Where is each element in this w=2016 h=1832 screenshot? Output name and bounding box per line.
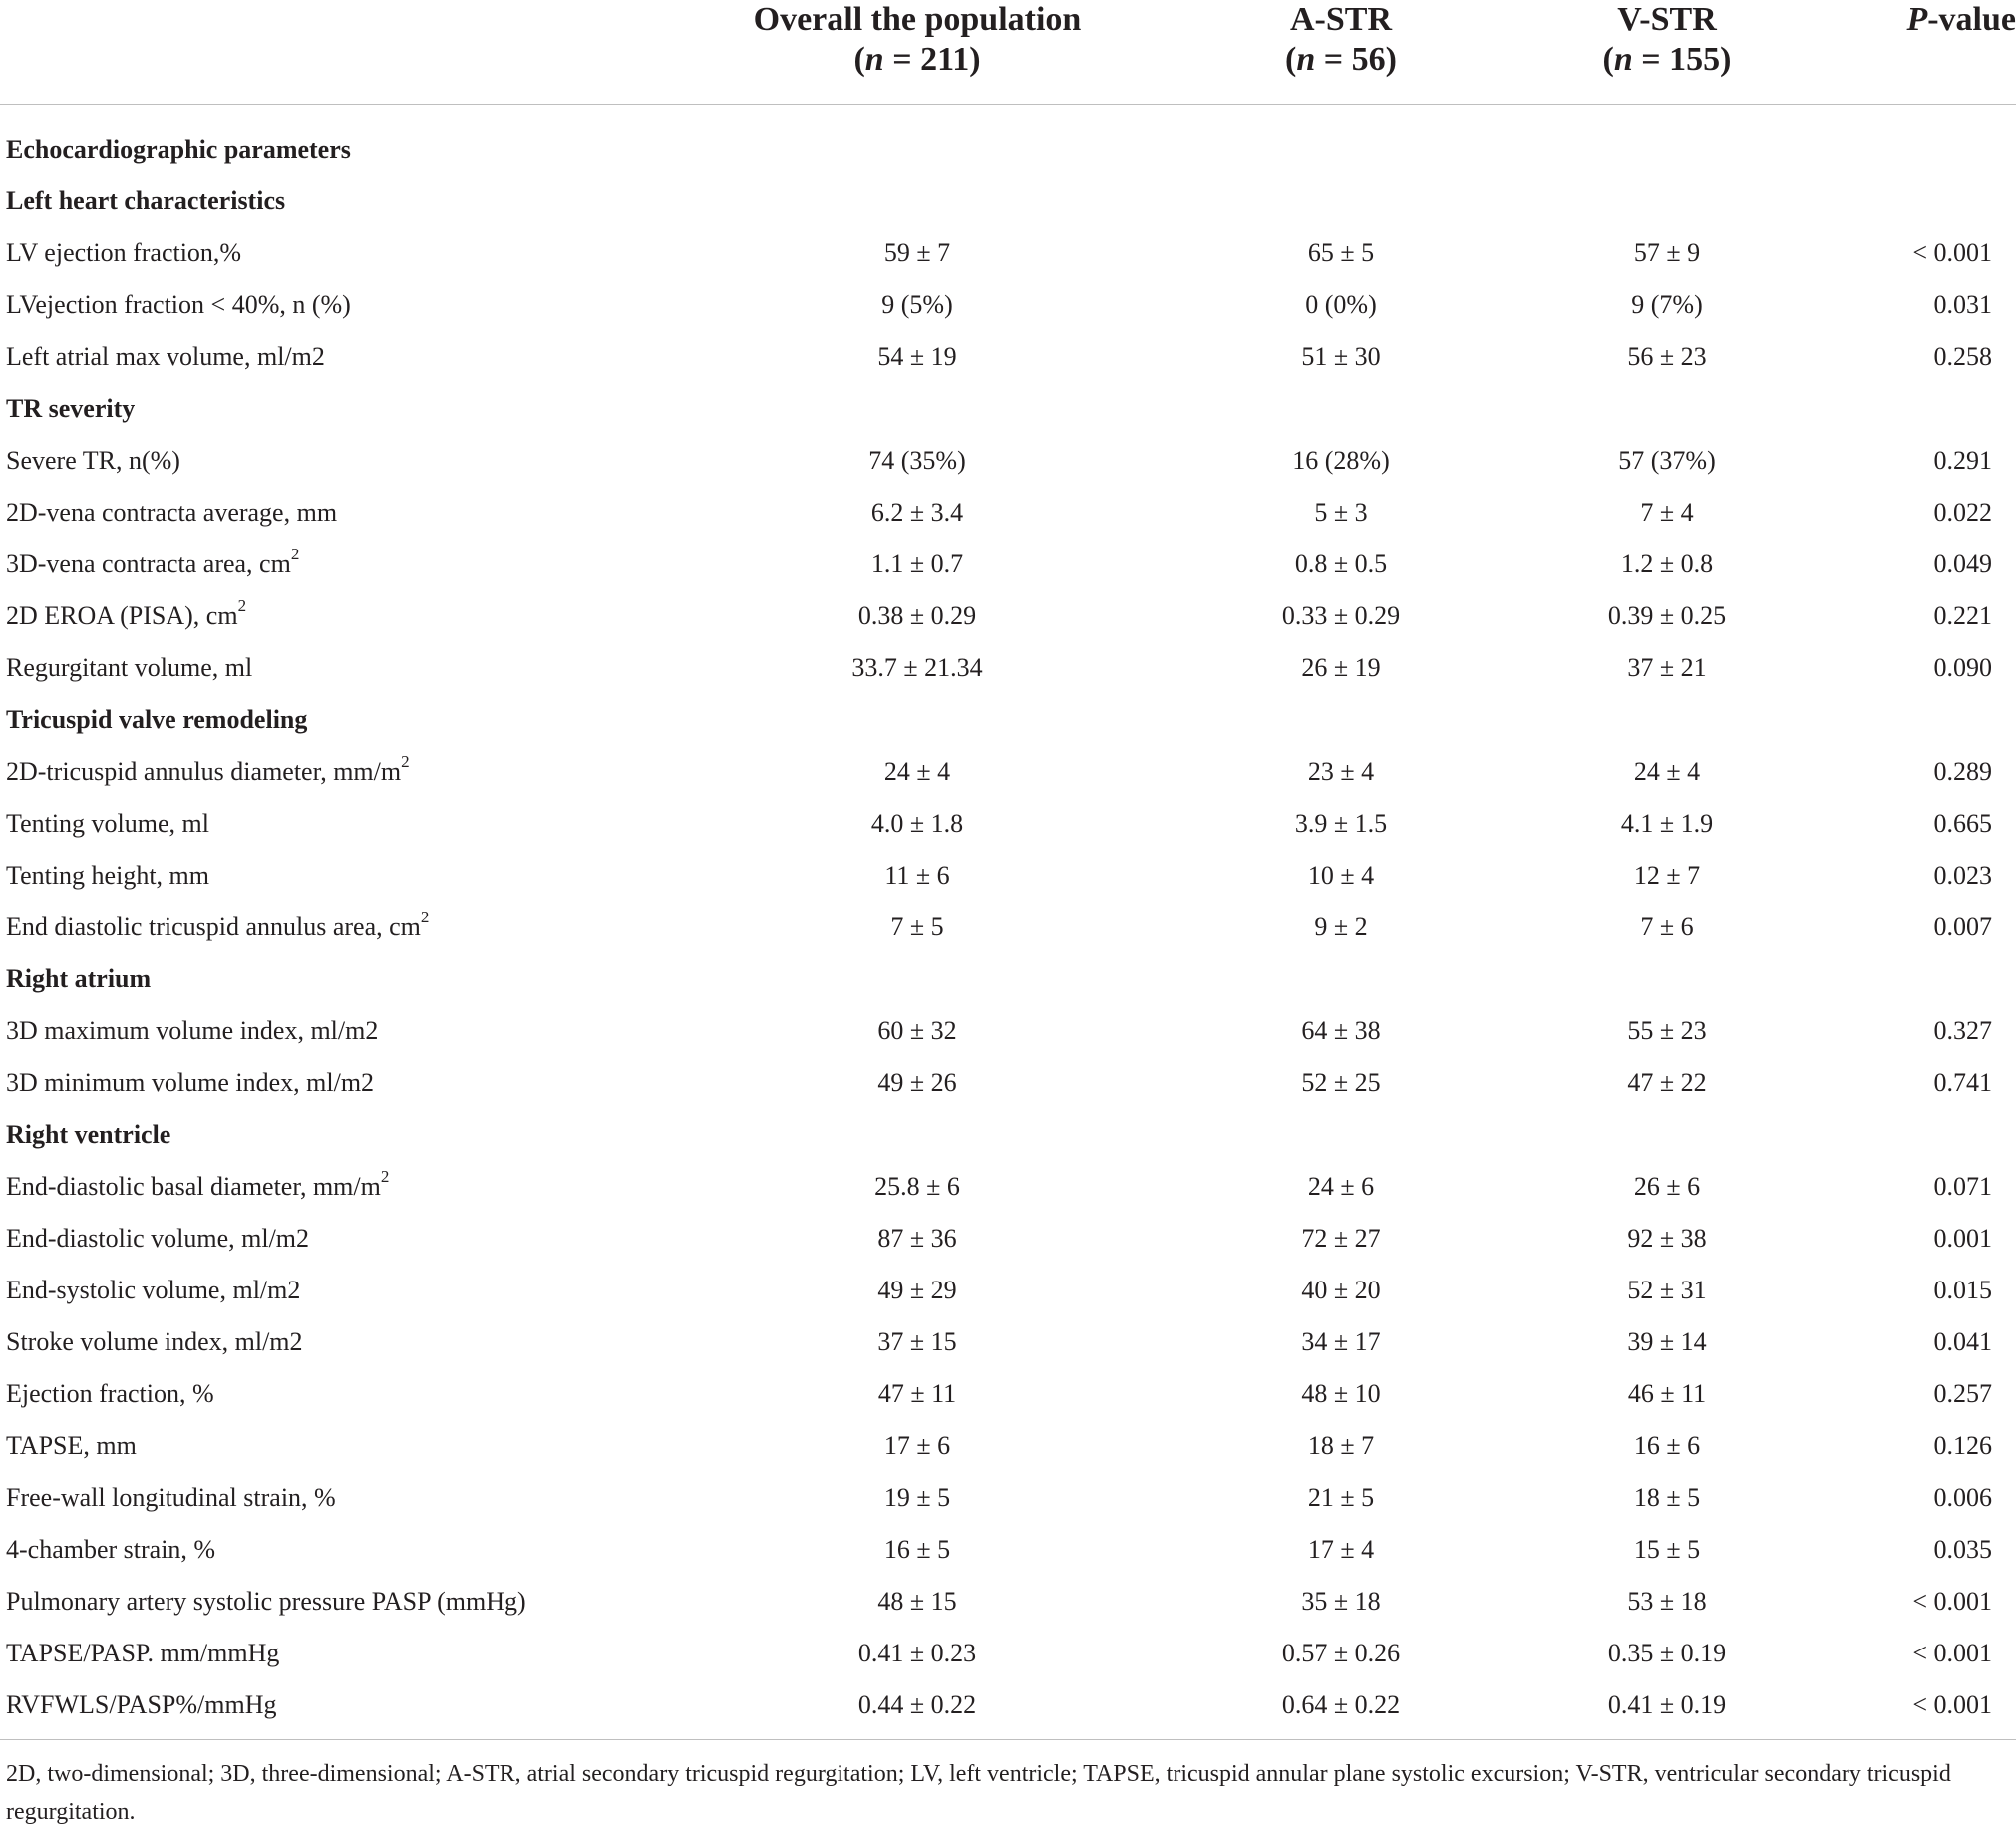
cell-astr: 34 ± 17 (1301, 1327, 1381, 1356)
table-row (0, 1265, 2016, 1316)
table-row (0, 1420, 2016, 1472)
cell-p-value: < 0.001 (1912, 1587, 1992, 1616)
cell-vstr: 0.39 ± 0.25 (1607, 601, 1727, 630)
header-overall-title: Overall the population (753, 1, 1082, 38)
header-astr-title: A-STR (1289, 1, 1393, 38)
cell-vstr: 39 ± 14 (1627, 1327, 1707, 1356)
row-label: 3D maximum volume index, ml/m2 (6, 1016, 379, 1045)
cell-overall: 49 ± 29 (877, 1276, 957, 1304)
cell-vstr: 56 ± 23 (1627, 342, 1707, 371)
row-label: TAPSE, mm (6, 1431, 137, 1460)
cell-astr: 51 ± 30 (1301, 342, 1381, 371)
table-row (0, 1576, 2016, 1628)
section-header-row (0, 953, 2016, 1005)
section-title: TR severity (6, 394, 136, 423)
cell-vstr: 7 ± 6 (1640, 913, 1694, 941)
cell-p-value: < 0.001 (1912, 1639, 1992, 1667)
row-label: Severe TR, n(%) (6, 446, 180, 475)
cell-p-value: 0.291 (1933, 446, 1992, 475)
cell-vstr: 24 ± 4 (1633, 757, 1701, 786)
table-header (0, 0, 2016, 105)
cell-overall: 0.38 ± 0.29 (857, 601, 977, 630)
cell-p-value: 0.741 (1933, 1068, 1992, 1097)
row-label: Pulmonary artery systolic pressure PASP (mmHg) (6, 1587, 526, 1616)
cell-overall: 0.41 ± 0.23 (857, 1639, 977, 1667)
table-body (0, 124, 2016, 1731)
cell-p-value: 0.327 (1933, 1016, 1992, 1045)
table-row (0, 435, 2016, 487)
cell-p-value: 0.015 (1933, 1276, 1992, 1304)
cell-astr: 0 (0%) (1305, 290, 1377, 319)
cell-vstr: 92 ± 38 (1627, 1224, 1707, 1253)
cell-vstr: 53 ± 18 (1627, 1587, 1707, 1616)
cell-overall: 49 ± 26 (877, 1068, 957, 1097)
cell-overall: 54 ± 19 (877, 342, 957, 371)
cell-astr: 24 ± 6 (1307, 1172, 1375, 1201)
row-label: LVejection fraction < 40%, n (%) (6, 290, 351, 319)
section-header-row (0, 176, 2016, 227)
cell-vstr: 15 ± 5 (1633, 1535, 1701, 1564)
table-row (0, 902, 2016, 953)
cell-overall: 60 ± 32 (877, 1016, 957, 1045)
section-title: Tricuspid valve remodeling (6, 705, 308, 734)
cell-astr: 40 ± 20 (1301, 1276, 1381, 1304)
unit-superscript: 2 (420, 908, 430, 926)
section-title: Right atrium (6, 964, 152, 993)
cell-astr: 35 ± 18 (1301, 1587, 1381, 1616)
table-row (0, 746, 2016, 798)
cell-astr: 9 ± 2 (1314, 913, 1368, 941)
cell-astr: 64 ± 38 (1301, 1016, 1381, 1045)
cell-overall: 33.7 ± 21.34 (851, 653, 983, 682)
cell-astr: 5 ± 3 (1314, 498, 1368, 527)
row-label: Tenting volume, ml (6, 809, 209, 838)
cell-p-value: 0.006 (1933, 1483, 1992, 1512)
row-label: End-systolic volume, ml/m2 (6, 1276, 301, 1304)
cell-astr: 72 ± 27 (1301, 1224, 1381, 1253)
cell-astr: 21 ± 5 (1307, 1483, 1375, 1512)
table-row (0, 539, 2016, 590)
cell-vstr: 9 (7%) (1631, 290, 1703, 319)
cell-vstr: 46 ± 11 (1627, 1379, 1707, 1408)
table-row (0, 1679, 2016, 1731)
cell-overall: 6.2 ± 3.4 (870, 498, 964, 527)
table-row (0, 1368, 2016, 1420)
table-row (0, 1628, 2016, 1679)
cell-vstr: 4.1 ± 1.9 (1620, 809, 1714, 838)
cell-vstr: 37 ± 21 (1627, 653, 1707, 682)
cell-overall: 11 ± 6 (884, 861, 950, 890)
cell-overall: 24 ± 4 (883, 757, 951, 786)
row-label: Ejection fraction, % (6, 1379, 214, 1408)
header-vstr-n: (n = 155) (1602, 41, 1732, 78)
row-label: 2D-tricuspid annulus diameter, $mm/m^2$ (6, 752, 410, 786)
cell-overall: 9 (5%) (881, 290, 953, 319)
cell-p-value: < 0.001 (1912, 238, 1992, 267)
cell-p-value: 0.049 (1933, 550, 1992, 578)
cell-p-value: 0.041 (1933, 1327, 1992, 1356)
row-label: TAPSE/PASP. mm/mmHg (6, 1639, 280, 1667)
cell-overall: 48 ± 15 (877, 1587, 957, 1616)
cell-p-value: 0.022 (1933, 498, 1992, 527)
cell-p-value: 0.665 (1933, 809, 1992, 838)
row-label: 2D-vena contracta average, mm (6, 498, 338, 527)
cell-vstr: 7 ± 4 (1640, 498, 1694, 527)
cell-overall: 0.44 ± 0.22 (857, 1690, 977, 1719)
header-p-value: P-value (1906, 1, 2016, 38)
cell-p-value: 0.289 (1933, 757, 1992, 786)
cell-astr: 3.9 ± 1.5 (1294, 809, 1388, 838)
cell-p-value: 0.126 (1933, 1431, 1992, 1460)
table-row (0, 1316, 2016, 1368)
cell-astr: 48 ± 10 (1301, 1379, 1381, 1408)
cell-p-value: 0.258 (1933, 342, 1992, 371)
cell-vstr: 0.35 ± 0.19 (1607, 1639, 1727, 1667)
section-header-row (0, 694, 2016, 746)
row-label: RVFWLS/PASP%/mmHg (6, 1690, 277, 1719)
cell-overall: 16 ± 5 (883, 1535, 951, 1564)
row-label: LV ejection fraction,% (6, 238, 242, 267)
cell-vstr: 18 ± 5 (1633, 1483, 1701, 1512)
cell-astr: 0.8 ± 0.5 (1294, 550, 1388, 578)
row-label: End-diastolic volume, ml/m2 (6, 1224, 310, 1253)
unit-superscript: 2 (290, 545, 300, 563)
cell-p-value: 0.257 (1933, 1379, 1992, 1408)
cell-astr: 26 ± 19 (1301, 653, 1381, 682)
table-row (0, 642, 2016, 694)
table-footnote: 2D, two-dimensional; 3D, three-dimensional; A-STR, atrial secondary tricuspid regurgitation; LV, left ventricle; TAPSE, tricuspid annular plane systolic excursion; V-STR, ventricular secondary tricuspid regurgitation. (6, 1761, 1951, 1825)
header-vstr-title: V-STR (1617, 1, 1717, 38)
cell-overall: 74 (35%) (868, 446, 966, 475)
header-astr-n: (n = 56) (1285, 41, 1397, 78)
table-row (0, 279, 2016, 331)
header-astr (1241, 0, 1441, 80)
row-label: Left atrial max volume, ml/m2 (6, 342, 325, 371)
table-row (0, 1057, 2016, 1109)
cell-astr: 18 ± 7 (1307, 1431, 1375, 1460)
cell-p-value: 0.007 (1933, 913, 1992, 941)
cell-vstr: 26 ± 6 (1633, 1172, 1701, 1201)
row-label: 4-chamber strain, % (6, 1535, 216, 1564)
cell-overall: 19 ± 5 (883, 1483, 951, 1512)
row-label: Tenting height, mm (6, 861, 209, 890)
row-label: Regurgitant volume, ml (6, 653, 253, 682)
cell-overall: 87 ± 36 (877, 1224, 957, 1253)
cell-overall: 25.8 ± 6 (874, 1172, 960, 1201)
cell-overall: 59 ± 7 (883, 238, 951, 267)
cell-overall: 47 ± 11 (877, 1379, 957, 1408)
row-label: 3D minimum volume index, ml/m2 (6, 1068, 375, 1097)
section-title: Echocardiographic parameters (6, 135, 351, 164)
unit-superscript: 2 (401, 752, 410, 771)
table-row (0, 227, 2016, 279)
section-title: Left heart characteristics (6, 186, 286, 215)
cell-astr: 16 (28%) (1292, 446, 1390, 475)
cell-astr: 0.33 ± 0.29 (1281, 601, 1401, 630)
row-label: Stroke volume index, ml/m2 (6, 1327, 303, 1356)
cell-vstr: 47 ± 22 (1627, 1068, 1707, 1097)
row-label: 3D-vena contracta area, $cm^2$ (6, 545, 300, 578)
unit-superscript: 2 (237, 596, 247, 615)
cell-p-value: 0.035 (1933, 1535, 1992, 1564)
row-label: End diastolic tricuspid annulus area, $cm^2$ (6, 908, 430, 941)
cell-vstr: 12 ± 7 (1633, 861, 1701, 890)
cell-overall: 4.0 ± 1.8 (870, 809, 964, 838)
section-title: Right ventricle (6, 1120, 171, 1149)
table-row (0, 590, 2016, 642)
header-vstr (1567, 0, 1767, 80)
section-header-row (0, 124, 2016, 176)
cell-p-value: < 0.001 (1912, 1690, 1992, 1719)
section-header-row (0, 1109, 2016, 1161)
header-overall (698, 0, 1137, 80)
cell-astr: 65 ± 5 (1307, 238, 1375, 267)
cell-overall: 37 ± 15 (877, 1327, 957, 1356)
table-row (0, 1005, 2016, 1057)
cell-astr: 17 ± 4 (1307, 1535, 1375, 1564)
table-footer-divider (0, 1739, 2016, 1740)
cell-astr: 52 ± 25 (1301, 1068, 1381, 1097)
cell-p-value: 0.071 (1933, 1172, 1992, 1201)
cell-p-value: 0.001 (1933, 1224, 1992, 1253)
row-label: 2D EROA (PISA), $cm^2$ (6, 596, 247, 630)
cell-astr: 0.57 ± 0.26 (1281, 1639, 1401, 1667)
cell-overall: 1.1 ± 0.7 (870, 550, 964, 578)
cell-vstr: 16 ± 6 (1633, 1431, 1701, 1460)
table-row (0, 798, 2016, 850)
cell-vstr: 0.41 ± 0.19 (1607, 1690, 1727, 1719)
cell-p-value: 0.031 (1933, 290, 1992, 319)
table-row (0, 331, 2016, 383)
cell-vstr: 55 ± 23 (1627, 1016, 1707, 1045)
section-header-row (0, 383, 2016, 435)
table-row (0, 850, 2016, 902)
table-row (0, 1161, 2016, 1213)
cell-p-value: 0.023 (1933, 861, 1992, 890)
unit-superscript: 2 (380, 1167, 390, 1186)
cell-astr: 10 ± 4 (1307, 861, 1375, 890)
cell-vstr: 57 ± 9 (1633, 238, 1701, 267)
cell-p-value: 0.221 (1933, 601, 1992, 630)
row-label: End-diastolic basal diameter, $mm/m^2$ (6, 1167, 390, 1201)
table-row (0, 487, 2016, 539)
cell-astr: 0.64 ± 0.22 (1281, 1690, 1401, 1719)
row-label: Free-wall longitudinal strain, % (6, 1483, 336, 1512)
table-row (0, 1213, 2016, 1265)
cell-vstr: 57 (37%) (1618, 446, 1716, 475)
cell-p-value: 0.090 (1933, 653, 1992, 682)
cell-vstr: 1.2 ± 0.8 (1620, 550, 1714, 578)
header-overall-n: (n = 211) (853, 41, 981, 78)
cell-overall: 17 ± 6 (883, 1431, 951, 1460)
table-row (0, 1524, 2016, 1576)
table-row (0, 1472, 2016, 1524)
cell-astr: 23 ± 4 (1307, 757, 1375, 786)
cell-vstr: 52 ± 31 (1627, 1276, 1707, 1304)
cell-overall: 7 ± 5 (890, 913, 944, 941)
